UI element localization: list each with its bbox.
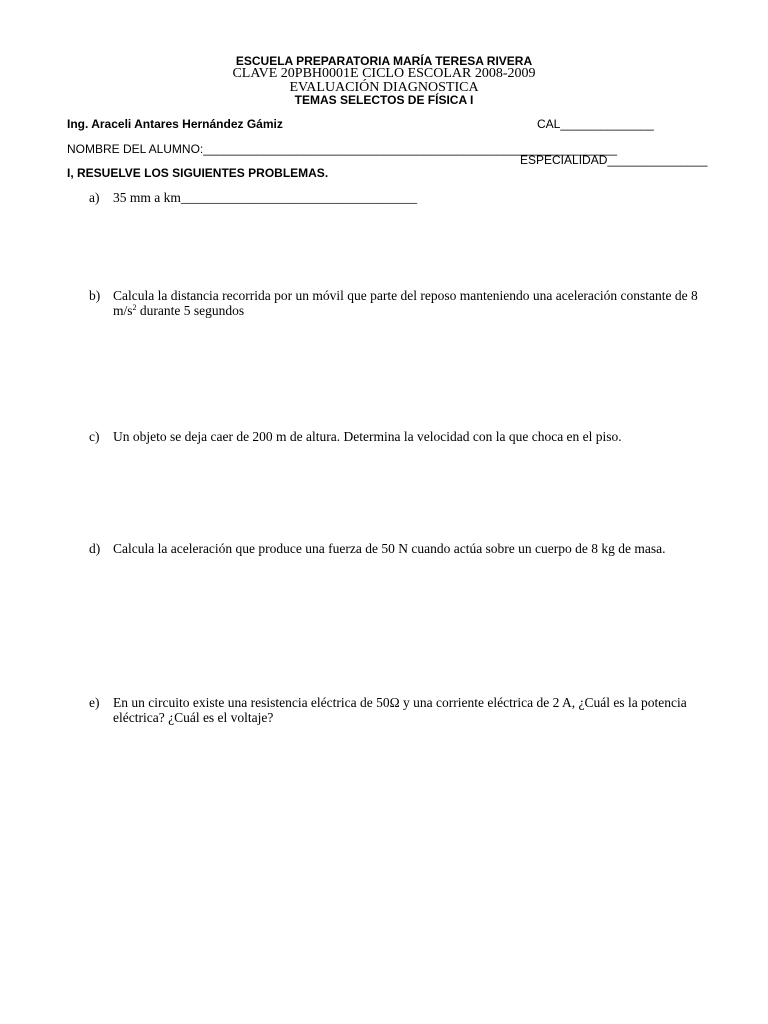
teacher-name: Ing. Araceli Antares Hernández Gámiz: [67, 117, 283, 131]
section-title: I, RESUELVE LOS SIGUIENTES PROBLEMAS.: [67, 166, 329, 180]
question-letter: b): [89, 288, 101, 303]
specialty-field: ESPECIALIDAD_______________: [520, 153, 708, 167]
subject-title: TEMAS SELECTOS DE FÍSICA I: [294, 93, 474, 107]
question-letter: d): [89, 541, 101, 556]
superscript: 2: [132, 303, 137, 312]
question-text: 35 mm a km___________________________________: [113, 190, 418, 205]
grade-field: CAL______________: [537, 117, 654, 131]
question-letter: e): [89, 695, 100, 710]
question-text: En un circuito existe una resistencia eléctrica de 50Ω y una corriente eléctrica de 2 A, ¿Cuál es la potencia eléctrica? ¿Cuál es el voltaje?: [113, 695, 687, 725]
question-letter: a): [89, 190, 100, 205]
student-name-field: NOMBRE DEL ALUMNO:______________________________________________________________: [67, 142, 618, 156]
school-code-cycle: CLAVE 20PBH0001E CICLO ESCOLAR 2008-2009: [232, 66, 536, 81]
evaluation-title: EVALUACIÓN DIAGNOSTICA: [289, 80, 479, 95]
question-text: Calcula la aceleración que produce una fuerza de 50 N cuando actúa sobre un cuerpo de 8 kg de masa.: [113, 541, 666, 556]
school-name: ESCUELA PREPARATORIA MARÍA TERESA RIVERA: [235, 54, 533, 68]
question-letter: c): [89, 429, 100, 444]
question-text: Un objeto se deja caer de 200 m de altura. Determina la velocidad con la que choca en el piso.: [113, 429, 622, 444]
question-text: Calcula la distancia recorrida por un móvil que parte del reposo manteniendo una aceleración constante de 8 $m/s^2$ durante 5 segundos: [113, 288, 698, 318]
